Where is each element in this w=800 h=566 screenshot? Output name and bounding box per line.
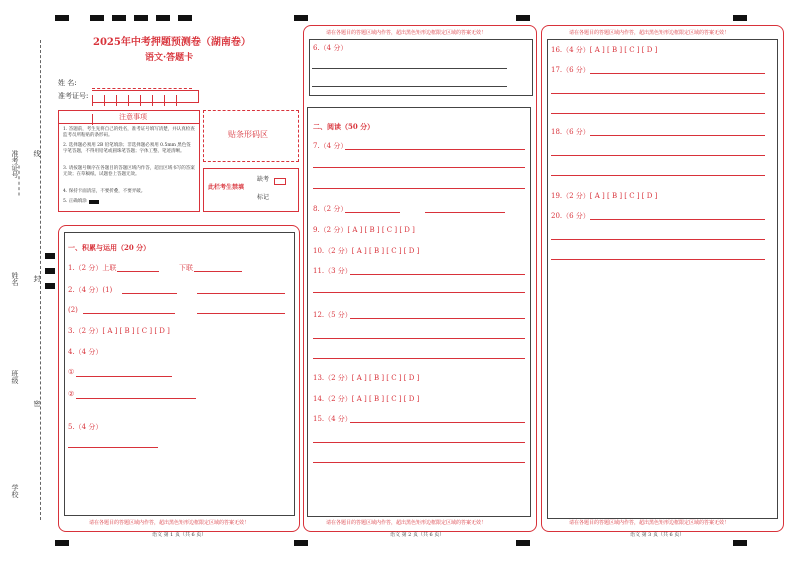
question-3[interactable]: 3.（2 分）[ A ] [ B ] [ C ] [ D ]	[68, 327, 170, 335]
answer-line[interactable]	[350, 422, 525, 423]
warning-text: 请在各题目的答题区域内作答，超出黑色矩形边框限定区域的答案无效！	[326, 30, 487, 36]
name-label: 姓 名:	[58, 79, 77, 87]
registration-mark	[45, 283, 55, 289]
registration-mark	[516, 15, 530, 21]
registration-mark	[294, 540, 308, 546]
registration-mark	[45, 253, 55, 259]
answer-line[interactable]	[313, 167, 525, 168]
notice-item: 5. 正确填涂	[63, 199, 87, 204]
page3-answer-area	[541, 25, 784, 532]
section-title: 一、积累与运用（20 分）	[68, 243, 151, 252]
answer-line[interactable]	[313, 292, 525, 293]
question-4a: ①	[68, 368, 75, 376]
barcode-area	[203, 110, 299, 162]
question-13[interactable]: 13.（2 分）[ A ] [ B ] [ C ] [ D ]	[313, 374, 420, 382]
page-footer: 语文 第 1 页（共 6 页）	[152, 532, 207, 538]
question-10[interactable]: 10.（2 分）[ A ] [ B ] [ C ] [ D ]	[313, 247, 420, 255]
question-16[interactable]: 16.（4 分）[ A ] [ B ] [ C ] [ D ]	[551, 46, 658, 54]
answer-line[interactable]	[313, 442, 525, 443]
side-label-line: 线	[33, 150, 41, 157]
registration-mark	[112, 15, 126, 21]
question-18: 18.（6 分）	[551, 128, 590, 136]
answer-line[interactable]	[313, 338, 525, 339]
name-input[interactable]	[92, 88, 192, 89]
ticket-label: 准考证号:	[58, 92, 89, 100]
barcode-label: 贴条形码区	[228, 130, 268, 139]
side-label-ticket: 准考证号	[11, 150, 19, 178]
question-20: 20.（6 分）	[551, 212, 590, 220]
notice-item: 3. 请按题号顺序在各题目的答题区域内作答，超出区域书写的答案无效；在草稿纸、试题卷上答题无效。	[63, 166, 195, 177]
registration-mark	[45, 268, 55, 274]
page-footer: 语文 第 2 页（共 6 页）	[390, 532, 445, 538]
question-19[interactable]: 19.（2 分）[ A ] [ B ] [ C ] [ D ]	[551, 192, 658, 200]
absent-checkbox[interactable]	[274, 178, 286, 185]
answer-line[interactable]	[313, 188, 525, 189]
answer-line[interactable]	[312, 68, 507, 69]
answer-line[interactable]	[551, 259, 765, 260]
answer-line[interactable]	[551, 239, 765, 240]
answer-line[interactable]	[68, 447, 158, 448]
warning-text: 请在各题目的答题区域内作答，超出黑色矩形边框限定区域的答案无效！	[326, 520, 487, 526]
page-title: 2025年中考押题预测卷（湖南卷）	[93, 37, 251, 48]
question-5: 5.（4 分）	[68, 423, 103, 431]
warning-text: 请在各题目的答题区域内作答，超出黑色矩形边框限定区域的答案无效！	[89, 520, 250, 526]
question-12: 12.（5 分）	[313, 311, 352, 319]
question-14[interactable]: 14.（2 分）[ A ] [ B ] [ C ] [ D ]	[313, 395, 420, 403]
question-15: 15.（4 分）	[313, 415, 352, 423]
answer-line[interactable]	[345, 212, 400, 213]
fill-line	[19, 166, 20, 196]
registration-mark	[516, 540, 530, 546]
page-subtitle: 语文·答题卡	[145, 53, 194, 63]
answer-line[interactable]	[350, 318, 525, 319]
registration-mark	[294, 15, 308, 21]
answer-line[interactable]	[83, 313, 175, 314]
question-11: 11.（3 分）	[313, 267, 352, 275]
answer-line[interactable]	[76, 398, 196, 399]
answer-line[interactable]	[313, 462, 525, 463]
notice-title: 注意事项	[119, 113, 147, 121]
question-7: 7.（4 分）	[313, 142, 348, 150]
answer-line[interactable]	[312, 86, 507, 87]
side-label-class: 班级	[11, 370, 19, 384]
question-4: 4.（4 分）	[68, 348, 103, 356]
registration-mark	[733, 540, 747, 546]
registration-mark	[178, 15, 192, 21]
answer-line[interactable]	[197, 313, 285, 314]
answer-line[interactable]	[551, 175, 765, 176]
section-title: 二、阅读（50 分）	[313, 122, 375, 131]
answer-line[interactable]	[117, 271, 159, 272]
absent-mark-label: 标记	[257, 194, 270, 201]
answer-line[interactable]	[590, 219, 765, 220]
registration-mark	[156, 15, 170, 21]
answer-line[interactable]	[425, 212, 505, 213]
answer-line[interactable]	[313, 358, 525, 359]
answer-line[interactable]	[590, 135, 765, 136]
question-1: 1.（2 分）上联	[68, 264, 117, 272]
notice-box	[58, 110, 200, 212]
answer-line[interactable]	[197, 293, 285, 294]
side-label-seal: 封	[33, 275, 41, 282]
answer-line[interactable]	[122, 293, 177, 294]
answer-line[interactable]	[350, 274, 525, 275]
question-9[interactable]: 9.（2 分）[ A ] [ B ] [ C ] [ D ]	[313, 226, 415, 234]
answer-frame	[547, 39, 778, 519]
registration-mark	[90, 15, 104, 21]
filled-example	[89, 200, 99, 204]
page-footer: 语文 第 3 页（共 6 页）	[630, 532, 685, 538]
notice-item: 4. 保持卡面清洁，不要折叠，不要弄破。	[63, 189, 146, 194]
question-1b: 下联	[179, 264, 193, 272]
ticket-number-cells[interactable]	[92, 90, 199, 103]
question-2: 2.（4 分）(1)	[68, 286, 113, 294]
question-2b: (2)	[68, 306, 78, 314]
warning-text: 请在各题目的答题区域内作答，超出黑色矩形边框限定区域的答案无效！	[569, 30, 730, 36]
answer-frame	[64, 232, 295, 516]
question-17: 17.（6 分）	[551, 66, 590, 74]
registration-mark	[134, 15, 148, 21]
answer-line[interactable]	[345, 149, 525, 150]
registration-mark	[55, 540, 69, 546]
side-label-secret: 密	[33, 400, 41, 407]
answer-line[interactable]	[551, 93, 765, 94]
absent-box	[203, 168, 299, 212]
answer-line[interactable]	[551, 155, 765, 156]
side-label-name: 姓名	[11, 272, 19, 286]
notice-item: 2. 选择题必须用 2B 铅笔填涂；非选择题必须用 0.5mm 黑色签字笔答题，不得用铅笔或圆珠笔答题；字体工整、笔迹清晰。	[63, 143, 191, 154]
absent-label: 此栏考生禁填	[208, 184, 245, 191]
answer-line[interactable]	[194, 271, 242, 272]
side-label-school: 学校	[11, 484, 19, 498]
registration-mark	[55, 15, 69, 21]
answer-line[interactable]	[76, 376, 172, 377]
question-6: 6.（4 分）	[313, 44, 348, 52]
answer-line[interactable]	[590, 73, 765, 74]
registration-mark	[733, 15, 747, 21]
notice-item: 1. 答题前，考生先将自己的姓名，准考证号填写清楚，并认真检查监考员所粘贴的条形码。	[63, 127, 195, 138]
warning-text: 请在各题目的答题区域内作答，超出黑色矩形边框限定区域的答案无效！	[569, 520, 730, 526]
question-8: 8.（2 分）	[313, 205, 348, 213]
answer-line[interactable]	[551, 113, 765, 114]
question-4b: ②	[68, 390, 75, 398]
absent-mark-label: 缺考	[257, 176, 270, 183]
